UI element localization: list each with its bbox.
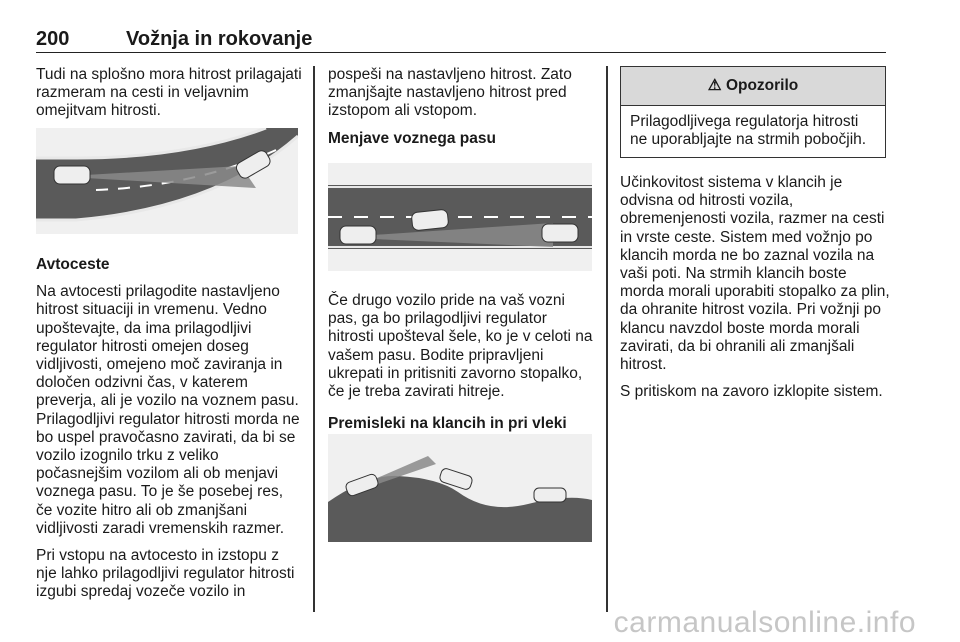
page-header xyxy=(36,26,886,53)
column-3-body xyxy=(620,174,890,410)
paragraph-highway-entry: Pri vstopu na avtocesto in izstopu z nje lahko prilagodljivi regulator hitrosti izgubi spredaj vozeče vozilo in xyxy=(36,547,295,601)
lane-change-illustration xyxy=(328,163,592,271)
column-1-top xyxy=(36,66,302,130)
page-number: 200 xyxy=(36,28,70,50)
paragraph-lane-change: Če drugo vozilo pride na vaš vozni pas, ga bo prilagodljivi regulator hitrosti upošteval šele, ko je v celoti na vašem pasu. Bodite pripravljeni ukrepati in pritisniti zavorno stopalko, če je treba zavirati hitreje. xyxy=(328,292,593,401)
warning-icon: ⚠ xyxy=(707,77,722,94)
paragraph-hill-effectiveness: Učinkovitost sistema v klancih je odvisna od hitrosti vozila, obremenjenosti vozila, razmer na cesti in vrste ceste. Sistem med vožnjo po klancih morda ne bo zaznal vozila na vaši poti. Na strmih klancih boste morda morali uporabiti stopalko za plin, da ohranite hitrost vozila. Pri vožnji po klancu navzdol boste morda morali zavirati, da bi ohranili ali zmanjšali hitrost. xyxy=(620,174,890,374)
column-divider-1 xyxy=(313,66,315,612)
paragraph-highways: Na avtocesti prilagodite nastavljeno hitrost situaciji in vremenu. Vedno upoštevajte, da ima prilagodljivi regulator hitrosti omejen doseg vidljivosti, omejeno moč zaviranja in določen odzivni čas, v katerem preverja, ali je vozilo na voznem pasu. Prilagodljivi regulator hitrosti morda ne bo uspel pravočasno zavirati, da bi se vozilo izognilo trku z veliko počasnejšim vozilom ali ob menjavi voznega pasu. To je še posebej res, če vozite hitro ali ob zmanjšani vidljivosti zaradi vremenskih razmer. xyxy=(36,283,300,537)
heading-highways: Avtoceste xyxy=(36,256,110,273)
column-2-body xyxy=(328,292,594,442)
paragraph-continued: pospeši na nastavljeno hitrost. Zato zmanjšajte nastavljeno hitrost pred izstopom ali vstopom. xyxy=(328,66,572,120)
heading-hills-towing: Premisleki na klancih in pri vleki xyxy=(328,415,567,433)
heading-lane-change: Menjave voznega pasu xyxy=(328,129,496,147)
column-divider-2 xyxy=(606,66,608,612)
watermark: carmanualsonline.info xyxy=(613,606,916,639)
warning-text: Prilagodljivega regulatorja hitrosti ne uporabljajte na strmih pobočjih. xyxy=(630,113,867,149)
warning-title: Opozorilo xyxy=(725,77,799,94)
column-2-top xyxy=(328,66,594,157)
warning-box xyxy=(620,66,886,158)
intro-paragraph: Tudi na splošno mora hitrost prilagajati razmeram na cesti in veljavnim omejitvam hitrosti. xyxy=(36,66,302,120)
hills-illustration xyxy=(328,434,592,542)
warning-header xyxy=(621,67,885,106)
page-title: Vožnja in rokovanje xyxy=(126,28,313,50)
paragraph-brake-off: S pritiskom na zavoro izklopite sistem. xyxy=(620,383,883,401)
column-1-body xyxy=(36,256,302,611)
curve-road-illustration xyxy=(36,128,298,234)
